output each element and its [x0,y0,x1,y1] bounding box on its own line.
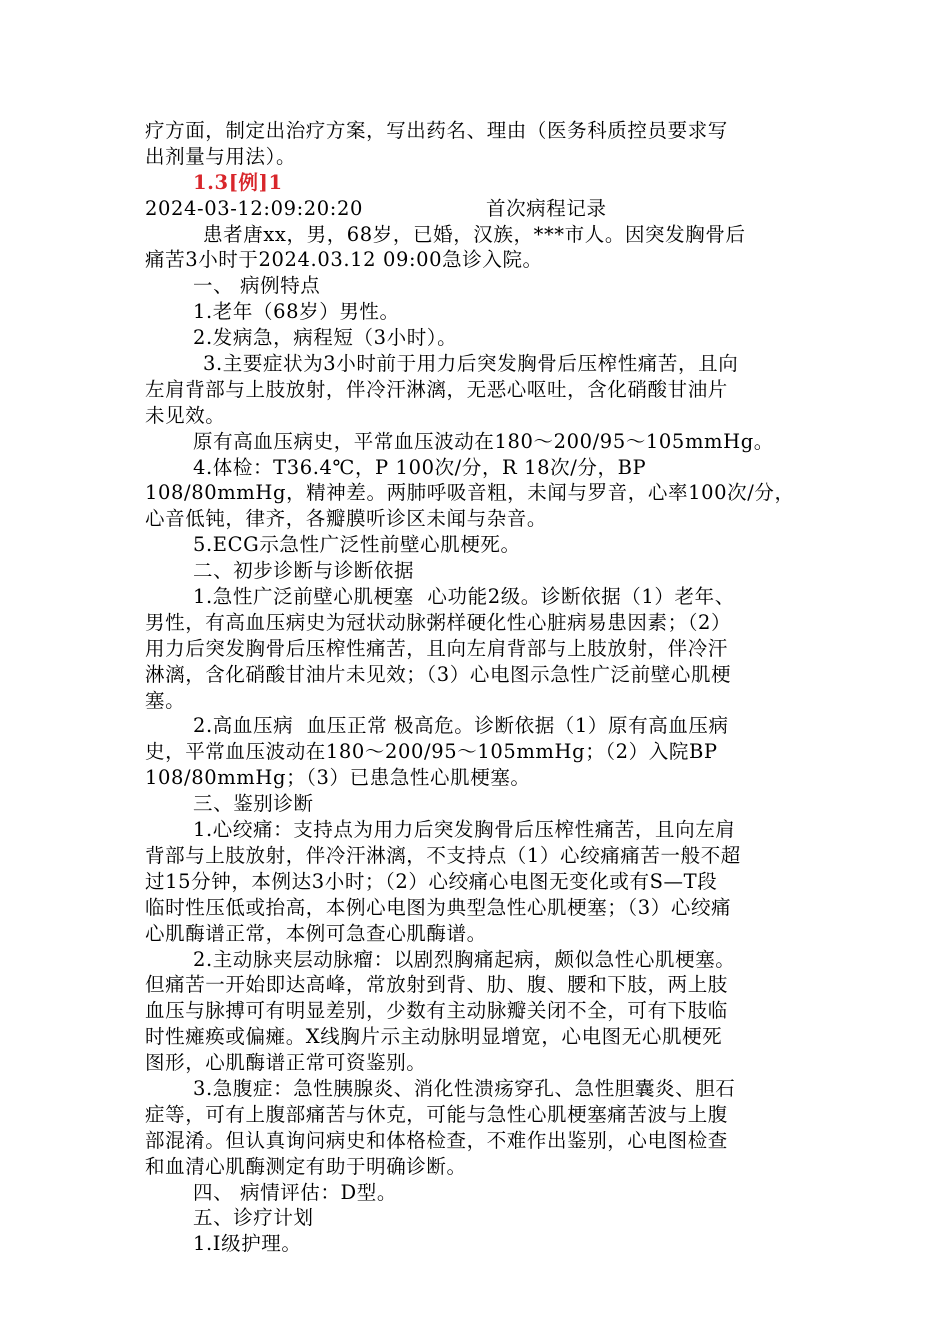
body-line: 史，平常血压波动在180～200/95～105mmHg；（2）入院BP [145,740,718,764]
record-datetime: 2024-03-12:09:20:20 [145,196,363,220]
document-page [145,118,813,1257]
body-line: 淋漓，含化硝酸甘油片未见效；（3）心电图示急性广泛前壁心肌梗 [145,662,732,686]
body-line: 1.急性广泛前壁心肌梗塞 心功能2级。诊断依据（1）老年、 [193,585,735,609]
body-line: 1.I级护理。 [193,1232,302,1256]
example-heading: 1.3[例]1 [193,170,283,194]
body-line: 和血清心肌酶测定有助于明确诊断。 [145,1154,467,1178]
body-line: 1.老年（68岁）男性。 [193,300,400,324]
body-line: 部混淆。但认真询问病史和体格检查，不难作出鉴别，心电图检查 [145,1128,728,1152]
body-line: 用力后突发胸骨后压榨性痛苦，且向左肩背部与上肢放射，伴冷汗 [145,636,728,660]
body-line: 四、 病情评估：D型。 [193,1180,397,1204]
body-line: 未见效。 [145,403,226,427]
body-line: 二、初步诊断与诊断依据 [193,559,415,583]
body-line: 症等，可有上腹部痛苦与休克，可能与急性心肌梗塞痛苦波与上腹 [145,1102,728,1126]
intro-line-2: 出剂量与用法）。 [145,144,297,168]
body-line: 4.体检：T36.4℃，P 100次/分，R 18次/分，BP [193,455,647,479]
body-line: 背部与上肢放射，伴冷汗淋漓，不支持点（1）心绞痛痛苦一般不超 [145,843,741,867]
body-line: 2.发病急，病程短（3小时）。 [193,326,458,350]
body-line: 临时性压低或抬高，本例心电图为典型急性心肌梗塞；（3）心绞痛 [145,895,732,919]
body-line: 3.主要症状为3小时前于用力后突发胸骨后压榨性痛苦，且向 [203,352,739,376]
body-line: 时性瘫痪或偏瘫。X线胸片示主动脉明显增宽，心电图无心肌梗死 [145,1025,723,1049]
body-line: 心音低钝，律齐，各瓣膜听诊区未闻与杂音。 [145,507,548,531]
body-line: 5.ECG示急性广泛性前壁心肌梗死。 [193,533,521,557]
body-line: 心肌酶谱正常，本例可急查心肌酶谱。 [145,921,487,945]
record-title: 首次病程记录 [485,196,607,220]
body-line: 五、诊疗计划 [193,1206,314,1230]
body-line: 一、 病例特点 [193,274,321,298]
body-line: 三、鉴别诊断 [193,792,314,816]
body-line: 男性，有高血压病史为冠状动脉粥样硬化性心脏病易患因素；（2） [145,610,732,634]
body-line: 108/80mmHg，精神差。两肺呼吸音粗，未闻与罗音，心率100次/分， [145,481,795,505]
body-line: 痛苦3小时于2024.03.12 09:00急诊入院。 [145,248,543,272]
body-line: 原有高血压病史，平常血压波动在180～200/95～105mmHg。 [193,429,774,453]
body-line: 塞。 [145,688,186,712]
body-line: 左肩背部与上肢放射，伴冷汗淋漓，无恶心呕吐，含化硝酸甘油片 [145,377,728,401]
body-line: 2.高血压病 血压正常 极高危。诊断依据（1）原有高血压病 [193,714,729,738]
body-line: 血压与脉搏可有明显差别，少数有主动脉瓣关闭不全，可有下肢临 [145,999,728,1023]
body-line: 过15分钟，本例达3小时；（2）心绞痛心电图无变化或有S—T段 [145,869,718,893]
body-line: 患者唐xx，男，68岁，已婚，汉族，***市人。因突发胸骨后 [203,222,746,246]
record-body [145,222,813,1258]
body-line: 108/80mmHg；（3）已患急性心肌梗塞。 [145,766,531,790]
body-line: 图形，心肌酶谱正常可资鉴别。 [145,1051,427,1075]
body-line: 3.急腹症：急性胰腺炎、消化性溃疡穿孔、急性胆囊炎、胆石 [193,1076,736,1100]
body-line: 2.主动脉夹层动脉瘤：以剧烈胸痛起病，颇似急性心肌梗塞。 [193,947,736,971]
record-header [145,196,813,222]
body-line: 但痛苦一开始即达高峰，常放射到背、肋、腹、腰和下肢，两上肢 [145,973,728,997]
intro-line-1: 疗方面，制定出治疗方案，写出药名、理由（医务科质控员要求写 [145,119,728,142]
body-line: 1.心绞痛：支持点为用力后突发胸骨后压榨性痛苦，且向左肩 [193,818,736,842]
